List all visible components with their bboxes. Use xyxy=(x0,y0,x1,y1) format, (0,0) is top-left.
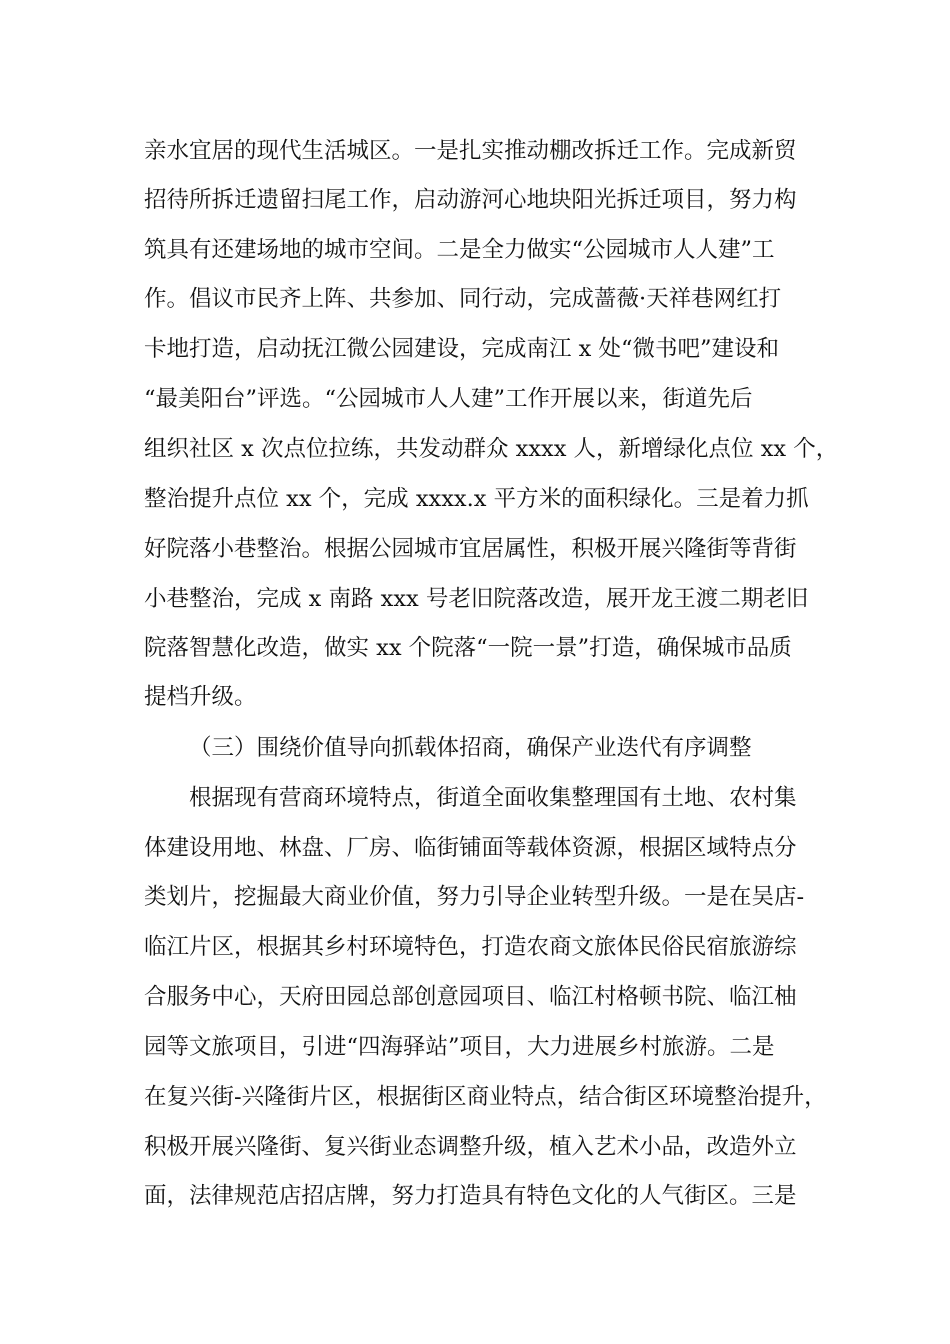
section-heading: （三）围绕价值导向抓载体招商，确保产业迭代有序调整 xyxy=(189,735,752,761)
paragraph-line: 招待所拆迁遗留扫尾工作，启动游河心地块阳光拆迁项目，努力构 xyxy=(144,187,797,213)
paragraph-line: 面，法律规范店招店牌，努力打造具有特色文化的人气街区。三是 xyxy=(144,1183,797,1209)
paragraph-line: 类划片，挖掘最大商业价值，努力引导企业转型升级。一是在吴店- xyxy=(144,884,805,910)
paragraph-line: 根据现有营商环境特点，街道全面收集整理国有土地、农村集 xyxy=(189,785,797,811)
paragraph-line: 园等文旅项目，引进“四海驿站”项目，大力进展乡村旅游。二是 xyxy=(144,1034,775,1060)
paragraph-line: 体建设用地、林盘、厂房、临街铺面等载体资源，根据区域特点分 xyxy=(144,835,797,861)
paragraph-line: “最美阳台”评选。“公园城市人人建”工作开展以来，街道先后 xyxy=(144,386,753,412)
paragraph-line: 提档升级。 xyxy=(144,684,257,710)
paragraph-line: 临江片区，根据其乡村环境特色，打造农商文旅体民俗民宿旅游综 xyxy=(144,934,797,960)
paragraph-line: 合服务中心，天府田园总部创意园项目、临江村格顿书院、临江柚 xyxy=(144,984,797,1010)
paragraph-line: 筑具有还建场地的城市空间。二是全力做实“公园城市人人建”工 xyxy=(144,237,775,263)
paragraph-line: 作。倡议市民齐上阵、共参加、同行动，完成蔷薇·天祥巷网红打 xyxy=(144,286,782,312)
paragraph-line: 在复兴街-兴隆街片区，根据街区商业特点，结合街区环境整治提升， xyxy=(144,1084,827,1110)
paragraph-line: 整治提升点位 xx 个，完成 xxxx.x 平方米的面积绿化。三是着力抓 xyxy=(144,486,809,512)
paragraph-line: 院落智慧化改造，做实 xx 个院落“一院一景”打造，确保城市品质 xyxy=(144,635,792,661)
paragraph-line: 亲水宜居的现代生活城区。一是扎实推动棚改拆迁工作。完成新贸 xyxy=(144,138,797,164)
paragraph-line: 卡地打造，启动抚江微公园建设，完成南江 x 处“微书吧”建设和 xyxy=(144,336,779,362)
paragraph-line: 小巷整治，完成 x 南路 xxx 号老旧院落改造，展开龙王渡二期老旧 xyxy=(144,586,809,612)
paragraph-line: 积极开展兴隆街、复兴街业态调整升级，植入艺术小品，改造外立 xyxy=(144,1134,797,1160)
paragraph-line: 组织社区 x 次点位拉练，共发动群众 xxxx 人，新增绿化点位 xx 个， xyxy=(144,436,839,462)
paragraph-line: 好院落小巷整治。根据公园城市宜居属性，积极开展兴隆街等背街 xyxy=(144,536,797,562)
